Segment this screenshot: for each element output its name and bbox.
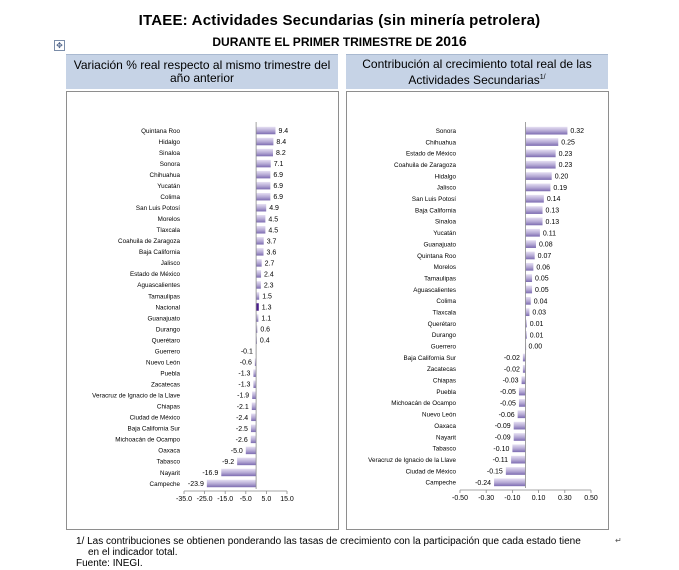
data-label: -0.06 xyxy=(498,411,515,419)
data-label: -0.24 xyxy=(475,479,492,487)
x-tick-label: 5.0 xyxy=(261,496,272,503)
data-label: 4.9 xyxy=(269,205,279,213)
bar xyxy=(526,184,551,192)
bar xyxy=(512,444,525,452)
x-tick-label: -15.0 xyxy=(217,496,234,503)
bar xyxy=(256,292,259,300)
bar xyxy=(256,127,275,135)
subtitle-year: 2016 xyxy=(435,33,467,49)
category-label: Chihuahua xyxy=(425,139,456,147)
bar xyxy=(526,150,556,158)
paragraph-mark-icon: ↵ xyxy=(615,536,622,545)
data-label: 0.11 xyxy=(542,230,557,238)
category-label: Nayarit xyxy=(436,434,456,442)
right-header-text: Contribución al crecimiento total real de las Actividades Secundarias xyxy=(362,56,592,87)
category-label: Estado de México xyxy=(405,150,456,158)
bar xyxy=(526,218,543,226)
bar xyxy=(526,240,536,248)
category-label: Guerrero xyxy=(430,343,456,351)
data-label: 0.20 xyxy=(554,173,569,181)
chart-title: ITAEE: Actividades Secundarias (sin minería petrolera) xyxy=(138,12,541,29)
category-label: Zacatecas xyxy=(150,381,180,389)
x-tick-label: -35.0 xyxy=(176,496,192,503)
category-label: Nuevo León xyxy=(422,411,456,419)
bar xyxy=(514,433,526,441)
chart-subtitle xyxy=(0,33,679,49)
category-label: Sonora xyxy=(435,127,456,135)
data-label: -0.05 xyxy=(499,400,516,408)
category-label: Campeche xyxy=(425,479,456,487)
category-label: Guanajuato xyxy=(423,241,456,249)
move-handle-icon[interactable]: ✥ xyxy=(54,40,65,51)
category-label: Jalisco xyxy=(436,184,456,192)
category-label: Yucatán xyxy=(433,230,456,238)
bar xyxy=(526,274,533,282)
data-label: -0.6 xyxy=(239,359,252,367)
category-label: Tamaulipas xyxy=(148,293,180,301)
right-header-footnote-mark: 1/ xyxy=(539,73,546,81)
bar xyxy=(522,376,526,384)
data-label: 0.23 xyxy=(558,150,573,158)
category-label: Ciudad de México xyxy=(405,468,456,476)
data-label: -5.0 xyxy=(230,447,243,455)
data-label: 0.32 xyxy=(570,128,585,136)
data-label: 0.06 xyxy=(536,264,550,272)
data-label: 8.2 xyxy=(275,150,286,158)
x-tick-label: 0.30 xyxy=(557,495,572,502)
bar xyxy=(256,237,264,245)
data-label: 8.4 xyxy=(276,139,287,147)
bar xyxy=(256,182,270,190)
category-label: Chihuahua xyxy=(149,171,180,179)
data-label: 0.08 xyxy=(538,241,553,249)
category-label: Baja California Sur xyxy=(127,425,180,433)
category-label: Zacatecas xyxy=(426,366,456,374)
data-label: 0.07 xyxy=(537,252,552,260)
data-label: -2.4 xyxy=(236,414,249,422)
bar xyxy=(251,425,256,433)
bar xyxy=(526,161,556,169)
bar xyxy=(526,297,531,305)
category-label: Nayarit xyxy=(160,469,180,477)
bar xyxy=(253,380,256,388)
category-label: Chiapas xyxy=(156,403,180,411)
bar xyxy=(251,414,256,422)
data-label: 2.4 xyxy=(264,271,274,279)
data-label: -0.05 xyxy=(499,389,516,397)
data-label: -23.9 xyxy=(187,480,204,488)
bar xyxy=(519,399,526,407)
category-label: Querétaro xyxy=(427,320,456,328)
bar xyxy=(256,281,261,289)
right-panel-header xyxy=(346,54,608,89)
data-label: -2.6 xyxy=(235,436,248,444)
left-panel-header xyxy=(66,54,338,89)
bar xyxy=(526,263,534,271)
category-label: Sinaloa xyxy=(434,218,456,226)
bar xyxy=(256,259,262,267)
data-label: -0.02 xyxy=(503,366,520,374)
x-tick-label: 0.10 xyxy=(531,495,546,502)
bar xyxy=(256,138,273,146)
category-label: Tamaulipas xyxy=(424,275,456,283)
x-tick-label: 0.50 xyxy=(584,495,598,502)
data-label: 0.03 xyxy=(532,309,547,317)
footnote-line-2: en el indicador total. xyxy=(88,547,178,558)
category-label: Coahuila de Zaragoza xyxy=(118,238,180,246)
data-label: 3.6 xyxy=(266,249,277,257)
category-label: Michoacán de Ocampo xyxy=(115,436,180,444)
data-label: -9.2 xyxy=(222,458,235,466)
data-label: 2.7 xyxy=(264,260,275,268)
category-label: Baja California xyxy=(139,249,180,257)
category-label: Veracruz de Ignacio de la Llave xyxy=(368,456,456,464)
bar xyxy=(526,206,543,214)
data-label: 1.1 xyxy=(261,315,272,323)
data-label: 9.4 xyxy=(278,128,289,136)
category-label: San Luis Potosí xyxy=(135,205,180,213)
bar xyxy=(207,480,256,488)
category-label: Tabasco xyxy=(156,458,180,466)
bar xyxy=(256,160,271,168)
data-label: -0.02 xyxy=(503,355,520,363)
data-label: 0.25 xyxy=(561,139,575,147)
bar xyxy=(511,456,525,464)
data-label: 0.14 xyxy=(546,196,561,204)
data-label: -0.11 xyxy=(492,457,509,465)
category-label: Chiapas xyxy=(432,377,456,385)
data-label: -0.09 xyxy=(494,434,511,442)
data-label: 2.3 xyxy=(263,282,274,290)
data-label: 6.9 xyxy=(273,172,284,180)
category-label: Nacional xyxy=(155,304,180,312)
bar xyxy=(526,252,535,260)
data-label: 0.23 xyxy=(558,162,573,170)
category-label: Morelos xyxy=(433,264,456,272)
category-label: Jalisco xyxy=(160,260,180,268)
data-label: 0.13 xyxy=(545,218,560,226)
category-label: Coahuila de Zaragoza xyxy=(394,162,456,170)
category-label: Nuevo León xyxy=(146,359,180,367)
category-label: Tlaxcala xyxy=(156,227,180,235)
data-label: 1.5 xyxy=(262,293,272,301)
category-label: Hidalgo xyxy=(158,138,180,146)
category-label: Campeche xyxy=(149,480,180,488)
data-label: 1.3 xyxy=(261,304,272,312)
data-label: 0.19 xyxy=(553,184,568,192)
bar xyxy=(526,127,568,135)
bar xyxy=(251,436,256,444)
data-label: 0.6 xyxy=(260,326,271,334)
category-label: San Luis Potosí xyxy=(411,196,456,204)
data-label: 0.05 xyxy=(535,286,549,294)
bar xyxy=(256,303,259,311)
subtitle-text: DURANTE EL PRIMER TRIMESTRE DE xyxy=(212,35,436,49)
data-label: 7.1 xyxy=(273,161,284,169)
category-label: Sonora xyxy=(159,160,180,168)
left-header-text: Variación % real respecto al mismo trimestre del año anterior xyxy=(73,58,331,85)
category-label: Oaxaca xyxy=(158,447,180,455)
bar xyxy=(256,204,266,212)
bar xyxy=(494,478,525,486)
data-label: 6.9 xyxy=(273,183,284,191)
data-label: 6.9 xyxy=(273,194,284,202)
category-label: Oaxaca xyxy=(434,422,456,430)
bar xyxy=(256,270,261,278)
data-label: -0.15 xyxy=(486,468,503,476)
data-label: 0.13 xyxy=(545,207,560,215)
category-label: Quintana Roo xyxy=(141,127,180,135)
category-label: Estado de México xyxy=(129,271,180,279)
data-label: 0.01 xyxy=(529,321,544,329)
category-label: Tabasco xyxy=(432,445,456,453)
footnote-line-1: 1/ Las contribuciones se obtienen ponderando las tasas de crecimiento con la participación que cada estado tiene xyxy=(76,536,581,547)
data-label: -0.09 xyxy=(494,423,511,431)
bar xyxy=(526,138,559,146)
x-tick-label: -0.10 xyxy=(504,495,521,502)
category-label: Hidalgo xyxy=(434,173,456,181)
bar xyxy=(246,447,256,455)
category-label: Yucatán xyxy=(157,182,180,190)
bar xyxy=(252,403,256,411)
category-label: Tlaxcala xyxy=(432,309,456,317)
bar xyxy=(526,195,544,203)
category-label: Querétaro xyxy=(151,337,180,345)
category-label: Colima xyxy=(160,193,180,201)
category-label: Sinaloa xyxy=(158,149,180,157)
bar xyxy=(256,149,273,157)
data-label: 0.4 xyxy=(259,337,270,345)
bar xyxy=(518,410,526,418)
data-label: -1.9 xyxy=(237,392,250,400)
bar xyxy=(237,458,256,466)
category-label: Colima xyxy=(436,298,456,306)
bar xyxy=(526,286,533,294)
x-tick-label: -0.50 xyxy=(452,495,468,502)
category-label: Veracruz de Ignacio de la Llave xyxy=(92,392,180,400)
bar xyxy=(526,172,552,180)
data-label: -2.5 xyxy=(235,425,248,433)
bar xyxy=(526,229,540,237)
bar xyxy=(256,215,265,223)
contribution-chart-panel xyxy=(346,91,609,530)
category-label: Guanajuato xyxy=(147,315,180,323)
data-label: 4.5 xyxy=(268,227,279,235)
bar xyxy=(253,369,256,377)
bar xyxy=(526,308,530,316)
data-label: -0.1 xyxy=(240,348,253,356)
bar xyxy=(256,248,263,256)
data-label: 3.7 xyxy=(266,238,277,246)
bar xyxy=(514,422,526,430)
source-note: Fuente: INEGI. xyxy=(76,558,143,569)
variation-chart-panel xyxy=(66,91,339,530)
category-label: Morelos xyxy=(157,216,180,224)
data-label: -0.03 xyxy=(502,377,519,385)
category-label: Puebla xyxy=(436,388,456,396)
category-label: Michoacán de Ocampo xyxy=(391,400,456,408)
bar xyxy=(519,388,526,396)
data-label: -16.9 xyxy=(202,469,219,477)
category-label: Ciudad de México xyxy=(129,414,180,422)
category-label: Baja California Sur xyxy=(403,354,456,362)
data-label: -0.10 xyxy=(493,445,510,453)
category-label: Puebla xyxy=(160,370,180,378)
category-label: Aguascalientes xyxy=(137,282,180,290)
bar xyxy=(506,467,526,475)
category-label: Durango xyxy=(431,332,456,340)
x-tick-label: 15.0 xyxy=(280,496,294,503)
category-label: Quintana Roo xyxy=(417,252,456,260)
x-tick-label: -5.0 xyxy=(239,496,252,503)
data-label: 0.05 xyxy=(535,275,549,283)
x-tick-label: -25.0 xyxy=(196,496,213,503)
data-label: -1.3 xyxy=(238,370,251,378)
data-label: -2.1 xyxy=(236,403,249,411)
bar xyxy=(221,469,256,477)
bar xyxy=(256,171,270,179)
data-label: 0.01 xyxy=(529,332,544,340)
data-label: -1.3 xyxy=(238,381,251,389)
x-tick-label: -0.30 xyxy=(478,495,495,502)
category-label: Baja California xyxy=(415,207,456,215)
data-label: 4.5 xyxy=(268,216,279,224)
data-label: 0.00 xyxy=(528,343,543,351)
bar xyxy=(252,391,256,399)
bar xyxy=(256,193,270,201)
contribution-chart xyxy=(347,92,608,529)
variation-chart xyxy=(67,92,338,529)
category-label: Durango xyxy=(155,326,180,334)
category-label: Guerrero xyxy=(154,348,180,356)
category-label: Aguascalientes xyxy=(413,286,456,294)
data-label: 0.04 xyxy=(533,298,548,306)
bar xyxy=(256,226,265,234)
